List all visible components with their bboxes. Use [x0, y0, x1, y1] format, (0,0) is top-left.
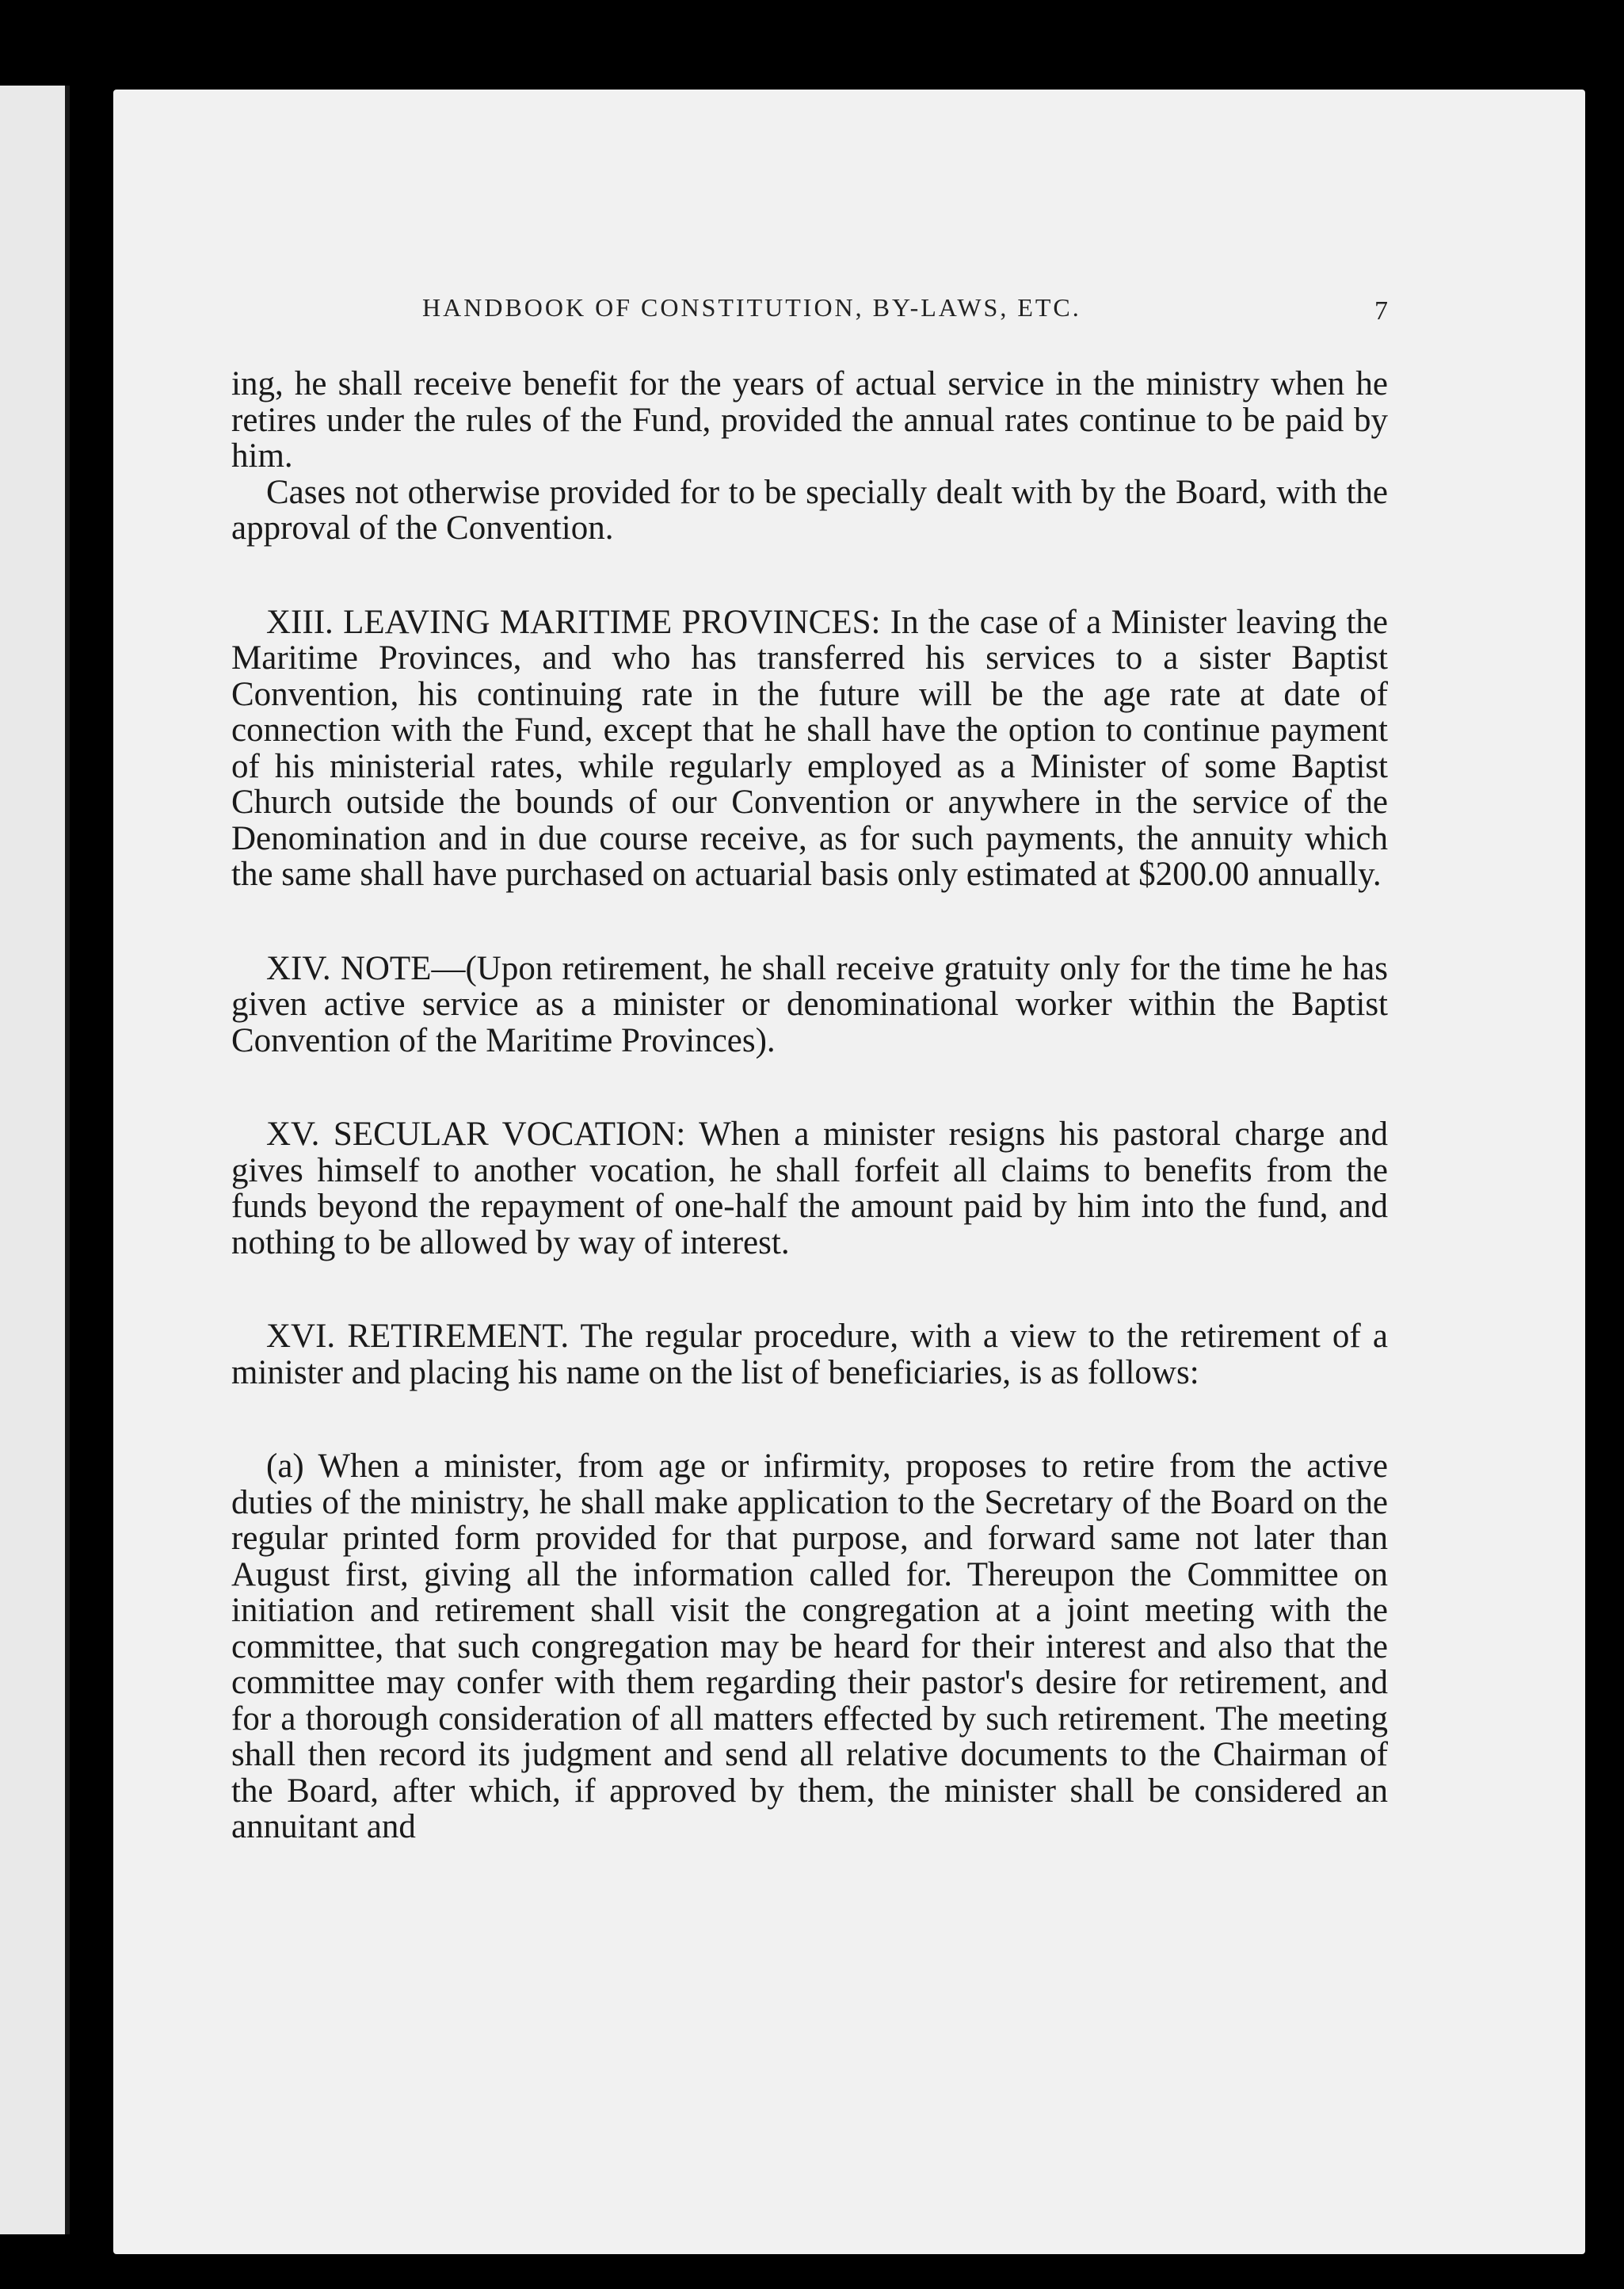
section-xvi-item-a: (a) When a minister, from age or infirmity, proposes to retire from the active duties of the ministry, he shall make application to the Secretary of the Board on the regular printed form provided for that purpose, and forward same not later than August first, giving all the information called for. Thereupon the Committee on initiation and retirement shall visit the congregation at a joint meeting with the committee, that such congregation may be heard for their interest and also that the committee may confer with them regarding their pastor's desire for retirement, and for a thorough consideration of all matters effected by such retirement. The meeting shall then record its judgment and send all relative documents to the Chairman of the Board, after which, if approved by them, the minister shall be considered an annuitant and — [231, 1448, 1388, 1845]
page-body — [231, 366, 1388, 1845]
left-page-edge — [0, 86, 70, 2234]
paragraph-continuation: ing, he shall receive benefit for the years of actual service in the ministry when he retires under the rules of the Fund, provided the annual rates continue to be paid by him. — [231, 365, 1388, 475]
running-header: HANDBOOK OF CONSTITUTION, BY-LAWS, ETC. — [422, 293, 1081, 322]
section-xiii-leaving-maritime-provinces: XIII. LEAVING MARITIME PROVINCES: In the case of a Minister leaving the Maritime Provinces, and who has transferred his services to a sister Baptist Convention, his continuing rate in the future will be the age rate at date of connection with the Fund, except that he shall have the option to continue payment of his ministerial rates, while regularly employed as a Minister of some Baptist Church outside the bounds of our Convention or anywhere in the service of the Denomination and in due course receive, as for such payments, the annuity which the same shall have purchased on actuarial basis only estimated at $200.00 annually. — [231, 603, 1388, 893]
page-number: 7 — [1374, 296, 1388, 326]
section-xv-secular-vocation: XV. SECULAR VOCATION: When a minister resigns his pastoral charge and gives himself to another vocation, he shall forfeit all claims to benefits from the funds beyond the repayment of one-half the amount paid by him into the fund, and nothing to be allowed by way of interest. — [231, 1116, 1388, 1261]
section-xvi-retirement: XVI. RETIREMENT. The regular procedure, with a view to the retirement of a minister and placing his name on the list of beneficiaries, is as follows: — [231, 1318, 1388, 1391]
section-xiv-note: XIV. NOTE—(Upon retirement, he shall receive gratuity only for the time he has given active service as a minister or denominational worker within the Baptist Convention of the Maritime Provinces). — [231, 949, 1388, 1059]
paragraph-special-cases: Cases not otherwise provided for to be specially dealt with by the Board, with the approval of the Convention. — [231, 473, 1388, 547]
